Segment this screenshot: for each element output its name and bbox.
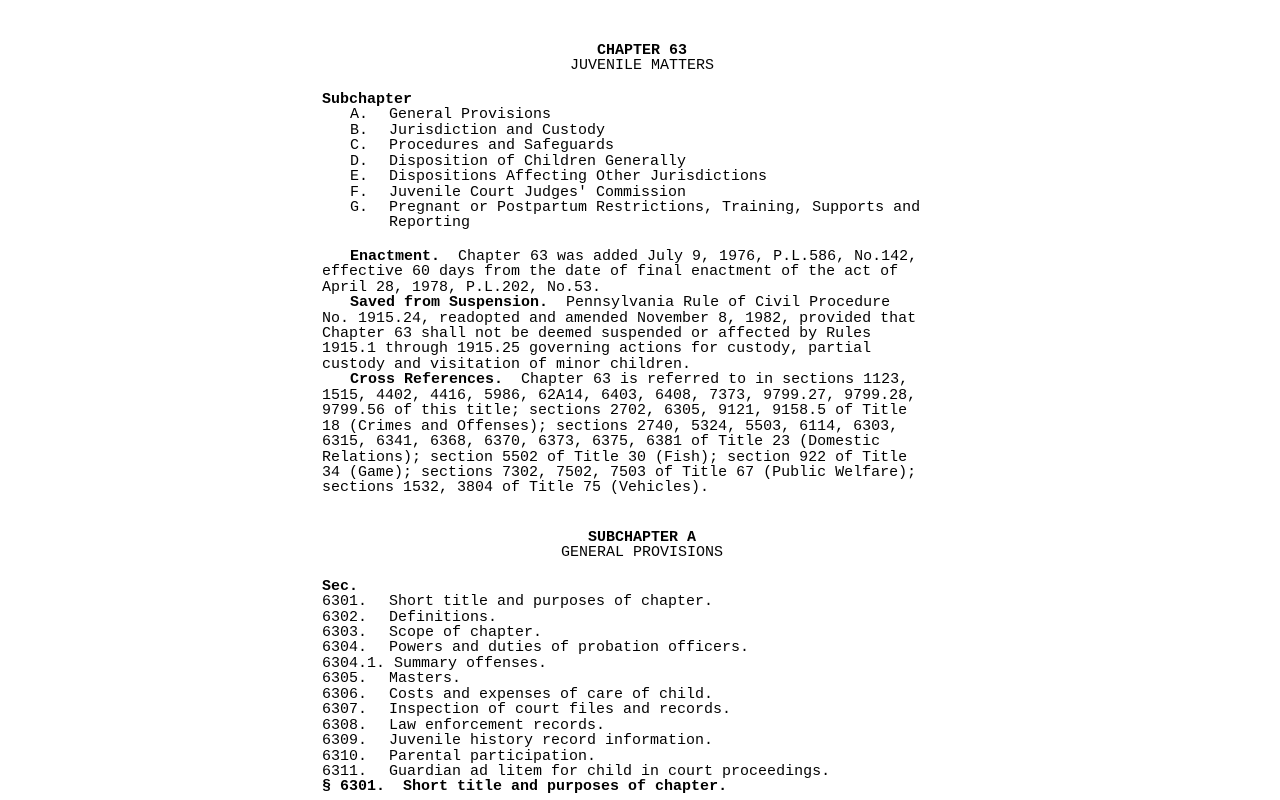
list-item [322,138,962,153]
subchapter-letter: A. [350,106,369,124]
list-item [322,200,962,215]
enactment-text: effective 60 days from the date of final enactment of the act of [322,263,899,281]
section-list [322,594,962,779]
section-number: 6311. [322,762,368,780]
section-number: 6303. [322,624,368,641]
list-item [322,154,962,169]
subchapter-list-label: Subchapter [322,90,413,108]
list-item [322,185,962,200]
list-item[interactable] [322,687,962,702]
subchapter-a-title: GENERAL PROVISIONS [560,544,724,562]
section-title: Parental participation. [389,747,597,765]
section-number: 6308. [322,716,368,734]
list-item [322,107,962,122]
subchapter-title: Pregnant or Postpartum Restrictions, Training, Supports and [389,198,921,216]
cross-references-text: 1515, 4402, 4416, 5986, 62A14, 6403, 6408, 7373, 9799.27, 9799.28, [322,386,917,404]
cross-references-text: sections 1532, 3804 of Title 75 (Vehicles). [322,479,710,497]
list-item[interactable] [322,610,962,625]
section-title: Scope of chapter. [389,624,543,641]
list-item[interactable] [322,702,962,717]
section-title: Law enforcement records. [389,716,606,734]
sections-label: Sec. [322,577,359,595]
section-number: 6309. [322,732,368,750]
section-title: Summary offenses. [394,654,548,672]
section-title: Guardian ad litem for child in court proceedings. [389,762,831,780]
section-title: Juvenile history record information. [389,732,714,750]
subchapter-title: Jurisdiction and Custody [389,121,606,139]
cross-references-note [322,372,962,496]
subchapter-list [322,107,962,231]
section-title: Powers and duties of probation officers. [389,639,750,657]
subchapter-letter: D. [350,152,369,170]
cross-references-text: Chapter 63 is referred to in sections 1123, [503,371,909,389]
subchapter-title: Disposition of Children Generally [389,152,687,170]
cross-references-text: 6315, 6341, 6368, 6370, 6373, 6375, 6381 of Title 23 (Domestic [322,433,881,451]
list-item[interactable] [322,656,962,671]
list-item[interactable] [322,749,962,764]
subchapter-a-heading: SUBCHAPTER A [587,528,697,546]
cross-references-text: 18 (Crimes and Offenses); sections 2740, 5324, 5503, 6114, 6303, [322,417,899,435]
saved-label: Saved from Suspension. [350,294,549,312]
section-number: 6306. [322,685,368,703]
enactment-text: April 28, 1978, P.L.202, No.53. [322,278,602,296]
chapter-heading: CHAPTER 63 [596,42,687,59]
section-title: Definitions. [389,608,498,626]
subchapter-letter: F. [350,183,369,201]
list-item [322,123,962,138]
subchapter-title: General Provisions [389,106,552,124]
subchapter-letter: C. [350,137,369,155]
section-title: Masters. [389,670,462,688]
saved-text: 1915.1 through 1915.25 governing actions for custody, partial [322,340,872,358]
list-item[interactable] [322,718,962,733]
section-title: Short title and purposes of chapter. [389,593,714,611]
saved-text: Chapter 63 shall not be deemed suspended or affected by Rules [322,325,872,342]
cross-references-text: 9799.56 of this title; sections 2702, 6305, 9121, 9158.5 of Title [322,402,908,420]
section-number: 6302. [322,608,368,626]
section-6301-heading: § 6301. Short title and purposes of chapter. [322,778,728,796]
section-title: Inspection of court files and records. [389,701,732,719]
section-number: 6310. [322,747,368,765]
enactment-text: Chapter 63 was added July 9, 1976, P.L.586, No.142, [440,247,918,265]
section-number: 6304.1. [322,654,386,672]
enactment-label: Enactment. [350,247,441,265]
section-title: Costs and expenses of care of child. [389,685,714,703]
subchapter-title: Procedures and Safeguards [389,137,615,155]
subchapter-title-continuation: Reporting [389,214,471,232]
subchapter-title: Juvenile Court Judges' Commission [389,183,687,201]
document-page [322,43,962,795]
saved-from-suspension-note [322,295,962,372]
section-number: 6304. [322,639,368,657]
chapter-title: JUVENILE MATTERS [569,57,715,75]
saved-text: custody and visitation of minor children. [322,355,692,373]
subchapter-letter: E. [350,168,369,186]
section-number: 6305. [322,670,368,688]
saved-text: No. 1915.24, readopted and amended November 8, 1982, provided that [322,309,917,327]
saved-text: Pennsylvania Rule of Civil Procedure [548,294,891,312]
section-number: 6307. [322,701,368,719]
section-number: 6301. [322,593,368,611]
enactment-note [322,249,962,295]
list-item[interactable] [322,594,962,609]
list-item[interactable] [322,671,962,686]
subchapter-letter: G. [350,198,369,216]
subchapter-letter: B. [350,121,369,139]
list-item[interactable] [322,625,962,640]
subchapter-title: Dispositions Affecting Other Jurisdictions [389,168,768,186]
list-item [322,169,962,184]
list-item[interactable] [322,733,962,748]
list-item[interactable] [322,640,962,655]
cross-references-label: Cross References. [350,371,504,389]
cross-references-text: Relations); section 5502 of Title 30 (Fish); section 922 of Title [322,448,908,466]
list-item[interactable] [322,764,962,779]
cross-references-text: 34 (Game); sections 7302, 7502, 7503 of Title 67 (Public Welfare); [322,463,917,481]
